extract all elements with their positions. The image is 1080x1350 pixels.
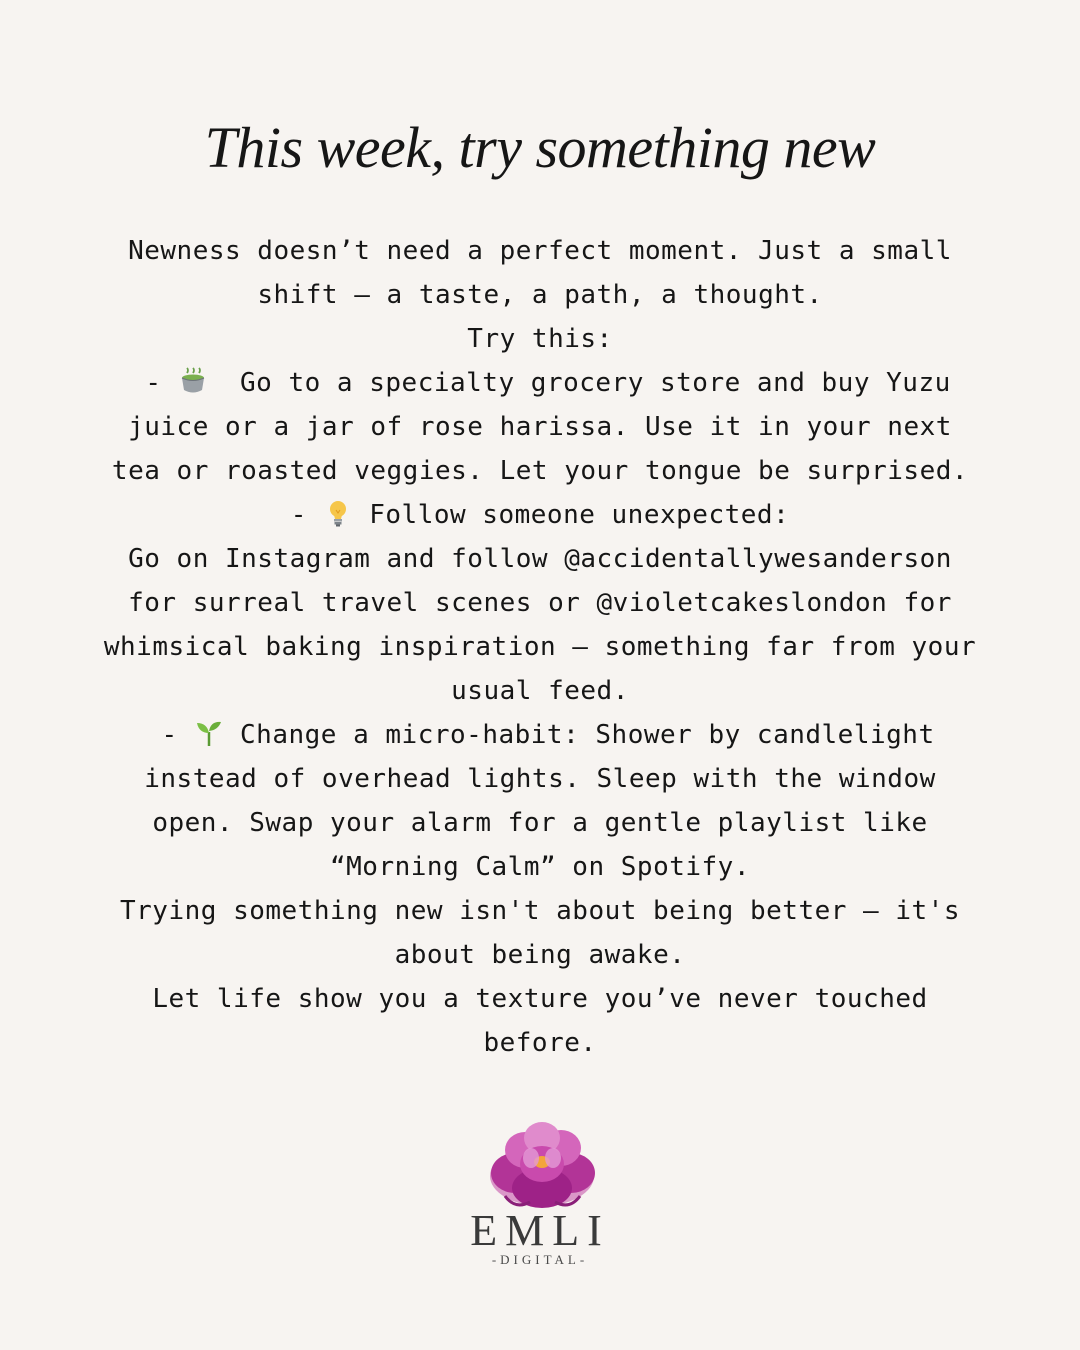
text-line: usual feed. (451, 676, 629, 706)
list-item-habit (100, 713, 980, 757)
text-line: shift — a taste, a path, a thought. (257, 280, 823, 310)
text-line: open. Swap your alarm for a gentle playlist like (152, 808, 928, 838)
text-line: Trying something new isn't about being better — it's (120, 896, 960, 926)
brand-logo (440, 1118, 640, 1268)
text-line: Newness doesn’t need a perfect moment. Just a small (128, 236, 952, 266)
list-item-grocery (100, 361, 980, 405)
page-title: This week, try something new (204, 115, 876, 180)
text-line: “Morning Calm” on Spotify. (330, 852, 750, 882)
list-item-text: Go to a specialty grocery store and buy Yuzu (207, 368, 951, 398)
brand-name: EMLI (470, 1206, 610, 1255)
bullet-dash: - (145, 720, 194, 750)
brand-subtitle: -DIGITAL- (491, 1252, 589, 1267)
text-line: tea or roasted veggies. Let your tongue be surprised. (111, 456, 969, 486)
text-line: Go on Instagram and follow @accidentallywesanderson (128, 544, 952, 574)
peony-flower-icon (485, 1118, 600, 1213)
body-text (100, 229, 980, 1065)
list-item-follow (100, 493, 980, 537)
text-line: for surreal travel scenes or @violetcakeslondon for (128, 588, 952, 618)
lightbulb-icon (323, 498, 353, 528)
bullet-dash: - (290, 500, 324, 530)
text-line: about being awake. (394, 940, 686, 970)
bullet-dash: - (129, 368, 178, 398)
text-line: juice or a jar of rose harissa. Use it in your next (128, 412, 952, 442)
list-item-text: Change a micro-habit: Shower by candlelight (223, 720, 935, 750)
text-line: Let life show you a texture you’ve never touched (152, 984, 928, 1014)
text-line: instead of overhead lights. Sleep with the window (144, 764, 936, 794)
text-line: Try this: (467, 324, 613, 354)
seedling-icon (194, 718, 224, 748)
tea-cup-icon (178, 366, 208, 396)
text-line: whimsical baking inspiration — something far from your (103, 632, 977, 662)
text-line: before. (483, 1028, 597, 1058)
list-item-text: Follow someone unexpected: (353, 500, 790, 530)
